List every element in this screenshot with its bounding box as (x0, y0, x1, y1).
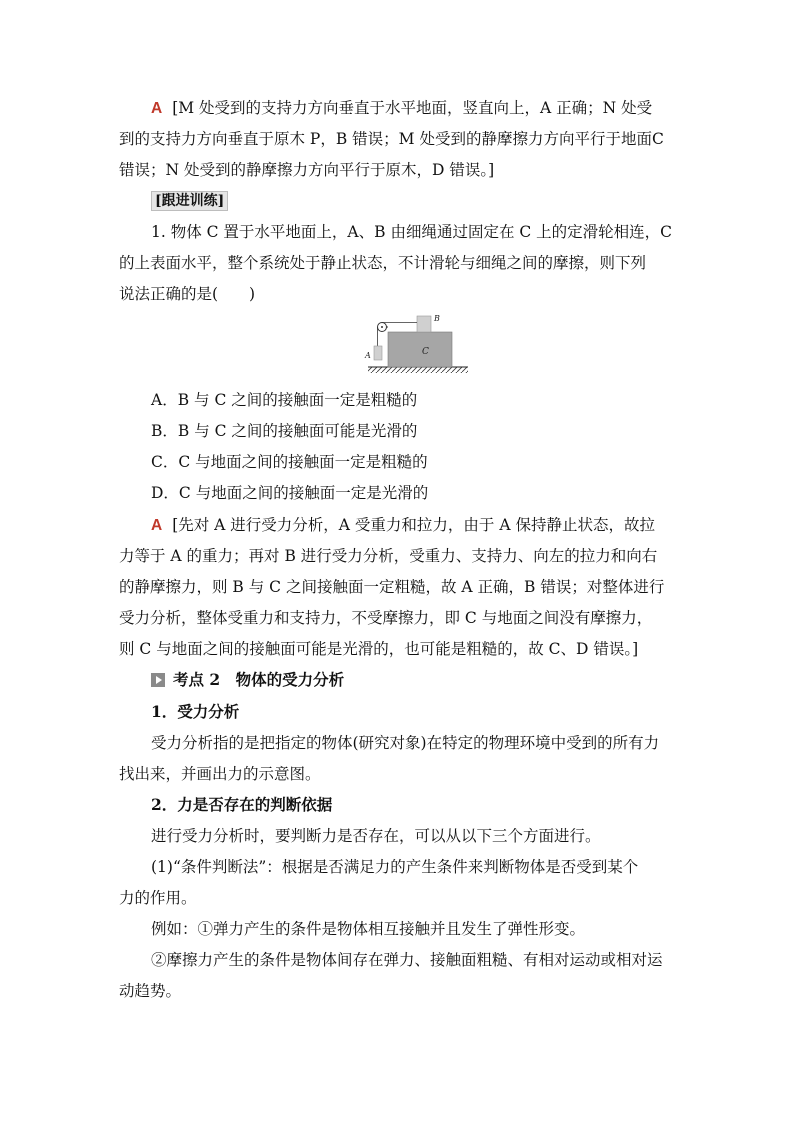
label-a: A (365, 351, 371, 360)
section-tag: [跟进训练] (151, 191, 228, 211)
sub1-line-1: 受力分析指的是把指定的物体(研究对象)在特定的物理环境中受到的所有力 (151, 734, 660, 752)
answer-line-2: 到的支持力方向垂直于原木 P，B 错误；M 处受到的静摩擦力方向平行于地面C (119, 130, 664, 148)
question-line-3: 说法正确的是( ) (119, 285, 256, 303)
kaodian-heading: 考点 2 物体的受力分析 (151, 670, 344, 690)
sub2-line-1: 进行受力分析时，要判断力是否存在，可以从以下三个方面进行。 (151, 827, 601, 845)
section-tag-line (151, 190, 228, 211)
label-c: C (422, 347, 429, 357)
answer2-line-1: A [先对 A 进行受力分析，A 受重力和拉力，由于 A 保持静止状态，故拉 (151, 516, 655, 534)
answer-line-1: A [M 处受到的支持力方向垂直于水平地面，竖直向上，A 正确；N 处受 (151, 99, 653, 117)
ground-hatch (368, 367, 468, 373)
sub1-line-2: 找出来，并画出力的示意图。 (119, 765, 321, 783)
answer-line-3: 错误；N 处受到的静摩擦力方向平行于原木，D 错误。] (119, 161, 495, 179)
sub2-line-6: 动趋势。 (119, 982, 182, 1000)
sub1-title: 1．受力分析 (151, 702, 240, 721)
block-c (388, 332, 452, 367)
option-a: A．B 与 C 之间的接触面一定是粗糙的 (151, 391, 418, 409)
pulley-figure (362, 312, 474, 380)
block-a (374, 346, 382, 360)
sub2-title: 2．力是否存在的判断依据 (151, 795, 333, 814)
answer2-line-2: 力等于 A 的重力；再对 B 进行受力分析，受重力、支持力、向左的拉力和向右 (119, 547, 658, 565)
answer2-line-3: 的静摩擦力，则 B 与 C 之间接触面一定粗糙，故 A 正确，B 错误；对整体进行 (119, 578, 665, 596)
sub2-line-4: 例如：①弹力产生的条件是物体相互接触并且发生了弹性形变。 (151, 920, 586, 938)
sub2-line-2: (1)“条件判断法”：根据是否满足力的产生条件来判断物体是否受到某个 (151, 858, 639, 876)
label-b: B (434, 314, 440, 323)
play-icon (151, 673, 165, 687)
block-b (417, 316, 431, 332)
option-c: C．C 与地面之间的接触面一定是粗糙的 (151, 453, 428, 471)
answer2-line-4: 受力分析，整体受重力和支持力，不受摩擦力，即 C 与地面之间没有摩擦力， (119, 609, 653, 627)
question-line-1: 1. 物体 C 置于水平地面上，A、B 由细绳通过固定在 C 上的定滑轮相连，C (151, 223, 673, 241)
answer2-line-5: 则 C 与地面之间的接触面可能是光滑的，也可能是粗糙的，故 C、D 错误。] (119, 640, 639, 658)
answer-letter: A (151, 100, 163, 117)
question-line-2: 的上表面水平，整个系统处于静止状态，不计滑轮与细绳之间的摩擦，则下列 (119, 254, 647, 272)
option-b: B．B 与 C 之间的接触面可能是光滑的 (151, 422, 418, 440)
answer2-letter: A (151, 517, 163, 534)
option-d: D．C 与地面之间的接触面一定是光滑的 (151, 484, 429, 502)
sub2-line-3: 力的作用。 (119, 889, 197, 907)
sub2-line-5: ②摩擦力产生的条件是物体间存在弹力、接触面粗糙、有相对运动或相对运 (151, 951, 663, 969)
